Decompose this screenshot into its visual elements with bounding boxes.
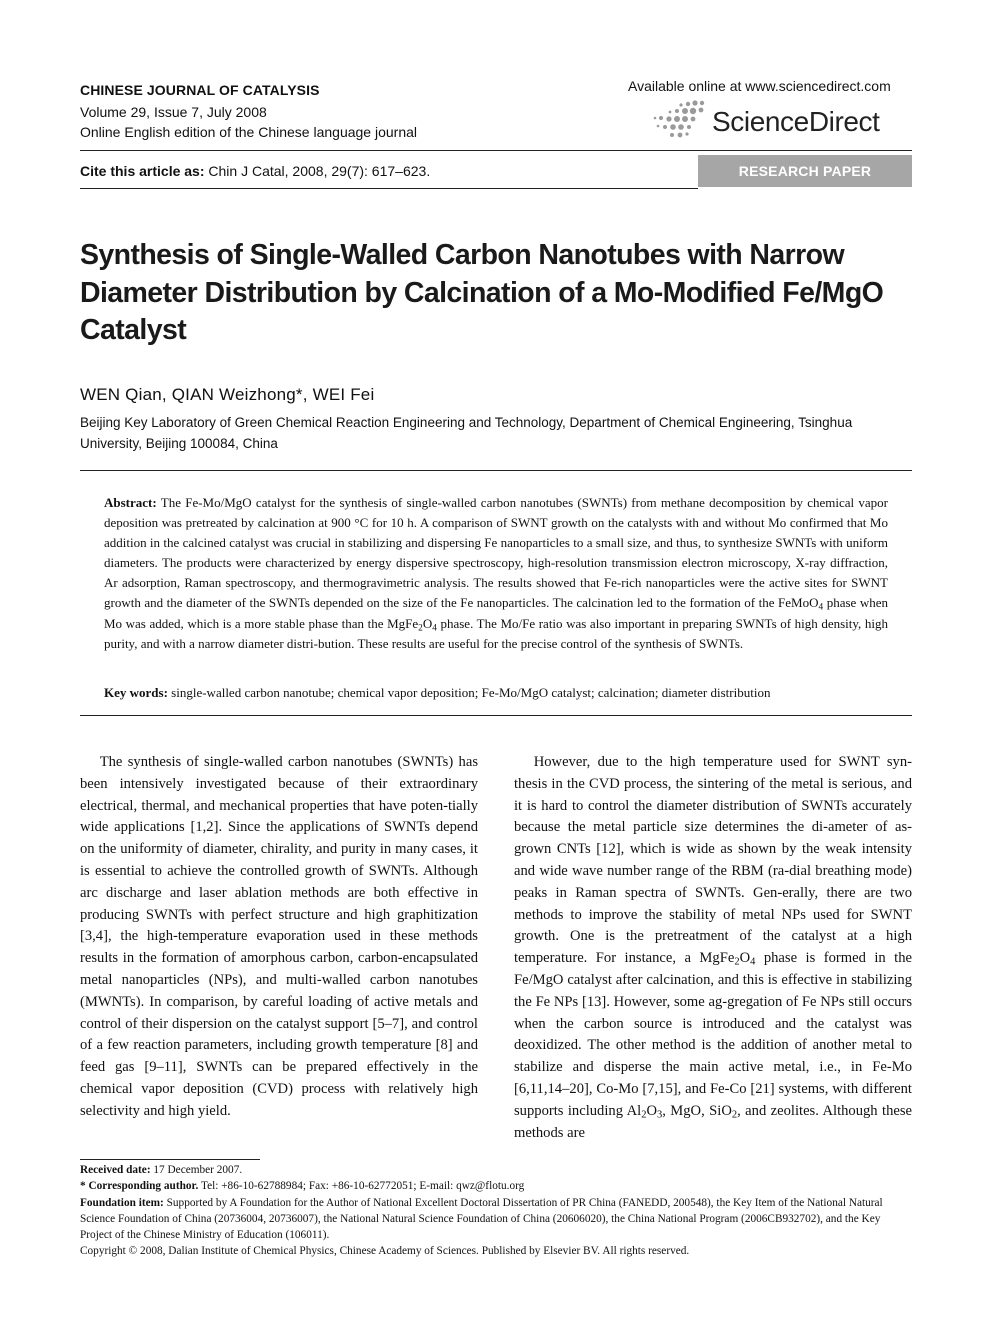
body-text: , MgO, SiO <box>662 1102 732 1119</box>
sciencedirect-dots-icon <box>652 100 708 140</box>
abstract <box>104 493 888 654</box>
abstract-text: phase. The Mo/Fe ratio was also important in preparing SWNTs of high density, high purity, and with a narrow diameter distri-bution. These results are useful for the precise control of the synthesis of SWNTs. <box>104 615 889 651</box>
header-divider <box>80 150 912 151</box>
author-list: WEN Qian, QIAN Weizhong*, WEI Fei <box>80 385 375 404</box>
corresponding-author <box>80 1178 912 1194</box>
citation-value: Chin J Catal, 2008, 29(7): 617–623. <box>204 163 431 179</box>
received-label: Received date: <box>80 1164 151 1176</box>
citation-line <box>80 163 430 179</box>
corresponding-label: * Corresponding author. <box>80 1180 199 1193</box>
foundation-item <box>80 1195 912 1244</box>
subscript: 2 <box>641 1109 647 1121</box>
footnotes <box>80 1162 912 1260</box>
body-paragraph: The synthesis of single-walled carbon nanotubes (SWNTs) has been intensively investigated because of their extraordinary electrical, thermal, and mechanical properties that have poten-tially wide applications [1,2]. Since the applications of SWNTs depend on the uniformity of diameter, chirality, and purity in many cases, it is essential to achieve the controlled growth of SWNTs. Although arc discharge and laser ablation methods are both effective in producing SWNTs with perfect structure and high graphitization [3,4], the high-temperature evaporation used in these methods results in the formation of amorphous carbon, carbon-encapsulated metal nanoparticles (NPs), and multi-walled carbon nanotubes (MWNTs). In comparison, by careful loading of active metals and control of their dispersion on the catalyst support [5–7], and control of a few reaction parameters, including growth temperature [8] and feed gas [9–11], SWNTs can be prepared effectively in the chemical vapor deposition (CVD) process with relatively high selectivity and high yield. <box>80 754 478 1119</box>
abstract-text: The Fe-Mo/MgO catalyst for the synthesis of single-walled carbon nanotubes (SWNTs) from methane decomposition by chemical vapor deposition was pretreated by calcination at 900 °C for 10 h. A comparison of SWNT growth on the catalysts with and without Mo confirmed that Mo addition in the calcined catalyst was crucial in stabilizing and dispersing Fe nanoparticles to a small size, and thus, to synthesize SWNTs with uniform diameters. The products were characterized by energy dispersive spectroscopy, high-resolution transmission electron microscopy, X-ray diffraction, Ar adsorption, Raman spectroscopy, and thermogravimetric analysis. The results showed that Fe-rich nanoparticles were the active sites for SWNT growth and the diameter of the SWNTs depended on the size of the Fe nanoparticles. The calcination led to the formation of the FeMoO <box>104 495 888 611</box>
subscript: 4 <box>750 956 756 968</box>
received-date <box>80 1162 912 1178</box>
keywords-list: single-walled carbon nanotube; chemical vapor deposition; Fe-Mo/MgO catalyst; calcination; diameter distribution <box>167 685 771 700</box>
subscript: 2 <box>734 956 740 968</box>
abstract-label: Abstract: <box>104 495 157 510</box>
abstract-text: O <box>422 615 433 631</box>
body-text: O <box>646 1102 657 1119</box>
cite-divider <box>80 188 698 189</box>
journal-volume: Volume 29, Issue 7, July 2008 <box>80 104 267 120</box>
copyright: Copyright © 2008, Dalian Institute of Chemical Physics, Chinese Academy of Sciences. Published by Elsevier BV. All rights reserved. <box>80 1245 690 1258</box>
body-text: However, due to the high temperature used for SWNT syn-thesis in the CVD process, the sintering of the metal is serious, and it is hard to control the diameter distribution of SWNTs accurately because the metal particle size determines the di-ameter of as-grown CNTs [12], which is wide as shown by the weak intensity and wide wave number range of the RBM (ra-dial breathing mode) peaks in Raman spectra of SWNTs. Gen-erally, there are two methods to improve the stability of metal NPs used for SWNT growth. One is the pretreatment of the catalyst at a high temperature. For instance, a MgFe <box>514 754 912 967</box>
abstract-top-divider <box>80 470 912 471</box>
received-value: 17 December 2007. <box>150 1164 243 1176</box>
subscript: 3 <box>656 1109 663 1121</box>
body-text: O <box>739 950 751 967</box>
subscript: 4 <box>432 622 437 633</box>
subscript: 2 <box>418 622 423 633</box>
body-column-right <box>514 752 912 1144</box>
journal-name: CHINESE JOURNAL OF CATALYSIS <box>80 82 320 98</box>
abstract-bottom-divider <box>80 715 912 716</box>
affiliation: Beijing Key Laboratory of Green Chemical Reaction Engineering and Technology, Department of Chemical Engineering, Tsinghua University, Beijing 100084, China <box>80 415 853 451</box>
body-text: phase is formed in the Fe/MgO catalyst after calcination, and this is effective in stabilizing the Fe NPs [13]. However, some ag-gregation of Fe NPs still occurs when the carbon source is introduced and the catalyst was deoxidized. The other method is the addition of another metal to stabilize and disperse the main active metal, i.e., in Fe-Mo [6,11,14–20], Co-Mo [7,15], and Fe-Co [21] systems, with different supports including Al <box>514 950 913 1119</box>
sciencedirect-wordmark: ScienceDirect <box>712 106 880 137</box>
keywords <box>104 683 888 703</box>
foundation-value: Supported by A Foundation for the Author of National Excellent Doctoral Dissertation of PR China (FANEDD, 200548), the Key Item of the National Natural Science Foundation of China (20736004, 20736007), the National Natural Science Foundation of China (20606020), the China National Program (2006CB932702), and the Key Project of the Chinese Ministry of Education (106011). <box>80 1196 883 1242</box>
subscript: 2 <box>731 1109 738 1121</box>
footnote-divider <box>80 1159 260 1160</box>
abstract-text: phase when Mo was added, which is a more stable phase than the MgFe <box>104 595 888 631</box>
foundation-label: Foundation item: <box>80 1196 164 1209</box>
available-online-text: Available online at www.sciencedirect.com <box>628 78 891 94</box>
body-column-left <box>80 752 478 1123</box>
body-text: , and zeolites. Although these methods are <box>514 1102 912 1141</box>
body-paragraph <box>514 752 912 1144</box>
citation-label: Cite this article as: <box>80 163 205 179</box>
keywords-label: Key words: <box>104 685 168 700</box>
journal-edition: Online English edition of the Chinese language journal <box>80 124 418 140</box>
article-type-badge: RESEARCH PAPER <box>698 155 912 187</box>
subscript: 4 <box>818 602 824 613</box>
article-title: Synthesis of Single-Walled Carbon Nanotubes with Narrow Diameter Distribution by Calcination of a Mo-Modified Fe/MgO Catalyst <box>80 239 884 346</box>
corresponding-value: Tel: +86-10-62788984; Fax: +86-10-62772051; E-mail: qwz@flotu.org <box>198 1180 525 1193</box>
